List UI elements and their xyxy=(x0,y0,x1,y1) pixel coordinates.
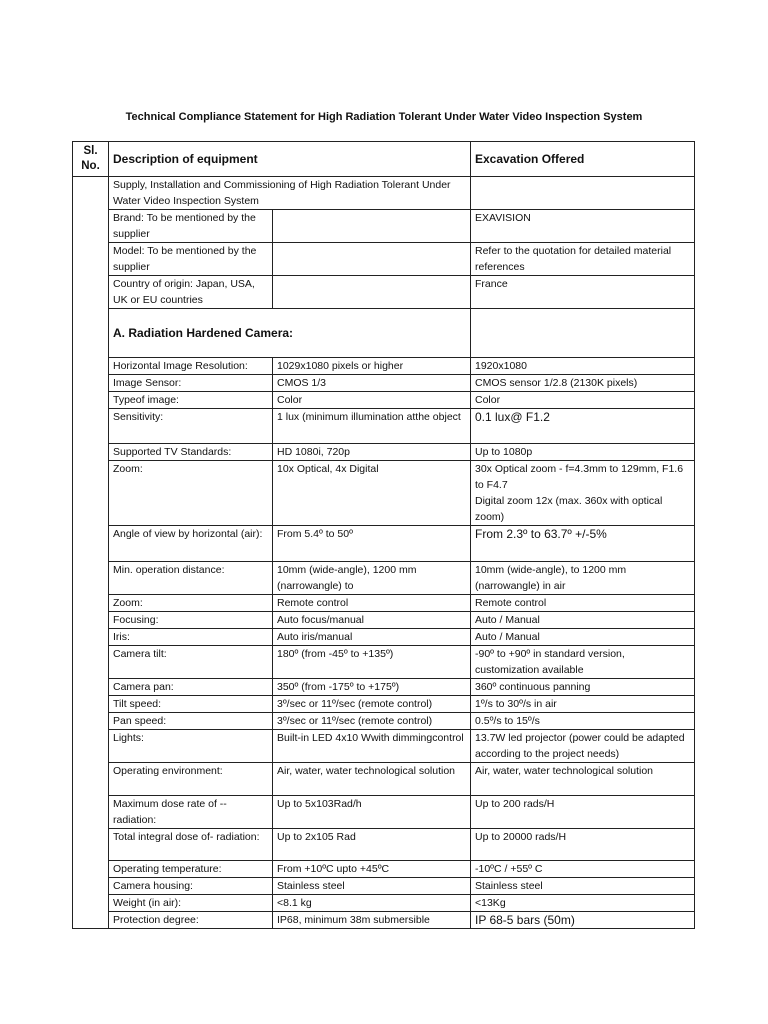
offered-cell: -10ºC / +55º C xyxy=(471,861,695,878)
table-row xyxy=(73,912,695,929)
table-row xyxy=(73,461,695,526)
spec-cell: 3º/sec or 11º/sec (remote control) xyxy=(273,713,471,730)
table-row xyxy=(73,861,695,878)
table-row xyxy=(73,392,695,409)
desc-cell: Brand: To be mentioned by the supplier xyxy=(109,210,273,243)
offered-cell: 0.5º/s to 15º/s xyxy=(471,713,695,730)
spec-cell: Color xyxy=(273,392,471,409)
spec-cell: IP68, minimum 38m submersible xyxy=(273,912,471,929)
table-row xyxy=(73,409,695,444)
compliance-table xyxy=(72,141,695,929)
offered-cell: IP 68-5 bars (50m) xyxy=(471,912,695,929)
offered-cell: France xyxy=(471,276,695,309)
table-row xyxy=(73,276,695,309)
offered-cell: 360º continuous panning xyxy=(471,679,695,696)
desc-cell: Tilt speed: xyxy=(109,696,273,713)
spec-cell: Up to 2x105 Rad xyxy=(273,829,471,861)
offered-cell: Remote control xyxy=(471,595,695,612)
offered-cell: Auto / Manual xyxy=(471,629,695,646)
spec-cell: 10mm (wide-angle), 1200 mm (narrowangle) to xyxy=(273,562,471,595)
spec-cell xyxy=(273,276,471,309)
spec-cell: 1029x1080 pixels or higher xyxy=(273,358,471,375)
spec-cell: From 5.4º to 50º xyxy=(273,526,471,562)
spec-cell xyxy=(273,210,471,243)
table-row xyxy=(73,526,695,562)
table-header-row xyxy=(73,142,695,177)
header-sl-no: Sl. No. xyxy=(73,142,109,177)
spec-cell: Stainless steel xyxy=(273,878,471,895)
offered-cell: From 2.3º to 63.7º +/-5% xyxy=(471,526,695,562)
spec-cell: 180º (from -45º to +135º) xyxy=(273,646,471,679)
table-row xyxy=(73,375,695,392)
spec-cell: CMOS 1/3 xyxy=(273,375,471,392)
spec-cell xyxy=(273,243,471,276)
desc-cell: Typeof image: xyxy=(109,392,273,409)
spec-cell: Remote control xyxy=(273,595,471,612)
offered-cell: 13.7W led projector (power could be adapted according to the project needs) xyxy=(471,730,695,763)
section-row xyxy=(73,309,695,358)
spec-cell: Auto iris/manual xyxy=(273,629,471,646)
desc-cell: Supported TV Standards: xyxy=(109,444,273,461)
offered-cell: CMOS sensor 1/2.8 (2130K pixels) xyxy=(471,375,695,392)
desc-cell: Camera pan: xyxy=(109,679,273,696)
table-row xyxy=(73,243,695,276)
offered-cell: 1º/s to 30º/s in air xyxy=(471,696,695,713)
desc-cell: Min. operation distance: xyxy=(109,562,273,595)
spec-cell: Up to 5x103Rad/h xyxy=(273,796,471,829)
table-row xyxy=(73,895,695,912)
offered-cell: 10mm (wide-angle), to 1200 mm (narrowangle) in air xyxy=(471,562,695,595)
spec-cell: 10x Optical, 4x Digital xyxy=(273,461,471,526)
table-row xyxy=(73,763,695,796)
spec-cell: Air, water, water technological solution xyxy=(273,763,471,796)
table-row xyxy=(73,646,695,679)
desc-cell: Total integral dose of- radiation: xyxy=(109,829,273,861)
desc-cell: Operating environment: xyxy=(109,763,273,796)
sl-no-cell xyxy=(73,177,109,929)
offered-cell: EXAVISION xyxy=(471,210,695,243)
spec-cell: HD 1080i, 720p xyxy=(273,444,471,461)
desc-cell: Operating temperature: xyxy=(109,861,273,878)
table-row xyxy=(73,679,695,696)
table-row xyxy=(73,595,695,612)
spec-cell: From +10ºC upto +45ºC xyxy=(273,861,471,878)
desc-cell: Zoom: xyxy=(109,595,273,612)
offered-cell: Up to 1080p xyxy=(471,444,695,461)
header-description: Description of equipment xyxy=(109,142,471,177)
desc-cell: Protection degree: xyxy=(109,912,273,929)
section-title: A. Radiation Hardened Camera: xyxy=(109,309,471,358)
table-row xyxy=(73,878,695,895)
offered-cell: 30x Optical zoom - f=4.3mm to 129mm, F1.6 to F4.7 Digital zoom 12x (max. 360x with optical zoom) xyxy=(471,461,695,526)
spec-cell: <8.1 kg xyxy=(273,895,471,912)
spec-cell: Built-in LED 4x10 Wwith dimmingcontrol xyxy=(273,730,471,763)
offered-cell: Stainless steel xyxy=(471,878,695,895)
offered-cell: <13Kg xyxy=(471,895,695,912)
desc-cell: Camera tilt: xyxy=(109,646,273,679)
desc-cell: Weight (in air): xyxy=(109,895,273,912)
offered-cell xyxy=(471,177,695,210)
spec-cell: 1 lux (minimum illumination atthe object xyxy=(273,409,471,444)
table-row xyxy=(73,829,695,861)
spec-cell: 350º (from -175º to +175º) xyxy=(273,679,471,696)
offered-cell: Refer to the quotation for detailed material references xyxy=(471,243,695,276)
table-row xyxy=(73,713,695,730)
table-row xyxy=(73,730,695,763)
table-row xyxy=(73,444,695,461)
offered-cell: 1920x1080 xyxy=(471,358,695,375)
table-row xyxy=(73,796,695,829)
table-row xyxy=(73,358,695,375)
offered-cell: Color xyxy=(471,392,695,409)
spec-cell: 3º/sec or 11º/sec (remote control) xyxy=(273,696,471,713)
offered-cell: 0.1 lux@ F1.2 xyxy=(471,409,695,444)
desc-cell: Country of origin: Japan, USA, UK or EU countries xyxy=(109,276,273,309)
desc-cell: Iris: xyxy=(109,629,273,646)
document-title: Technical Compliance Statement for High Radiation Tolerant Under Water Video Inspection System xyxy=(125,111,643,123)
header-offered: Excavation Offered xyxy=(471,142,695,177)
offered-cell: Auto / Manual xyxy=(471,612,695,629)
table-row xyxy=(73,629,695,646)
desc-cell: Model: To be mentioned by the supplier xyxy=(109,243,273,276)
offered-cell: Up to 200 rads/H xyxy=(471,796,695,829)
section-offered-cell xyxy=(471,309,695,358)
offered-cell: Air, water, water technological solution xyxy=(471,763,695,796)
desc-cell: Maximum dose rate of -- radiation: xyxy=(109,796,273,829)
offered-cell: -90º to +90º in standard version, customization available xyxy=(471,646,695,679)
desc-cell: Sensitivity: xyxy=(109,409,273,444)
table-row xyxy=(73,210,695,243)
desc-cell: Focusing: xyxy=(109,612,273,629)
spec-cell: Auto focus/manual xyxy=(273,612,471,629)
desc-cell: Horizontal Image Resolution: xyxy=(109,358,273,375)
desc-cell: Pan speed: xyxy=(109,713,273,730)
table-row xyxy=(73,562,695,595)
desc-cell: Supply, Installation and Commissioning of High Radiation Tolerant Under Water Video Inspection System xyxy=(109,177,471,210)
offered-cell: Up to 20000 rads/H xyxy=(471,829,695,861)
desc-cell: Angle of view by horizontal (air): xyxy=(109,526,273,562)
desc-cell: Image Sensor: xyxy=(109,375,273,392)
desc-cell: Camera housing: xyxy=(109,878,273,895)
table-row xyxy=(73,696,695,713)
table-row xyxy=(73,177,695,210)
table-row xyxy=(73,612,695,629)
desc-cell: Zoom: xyxy=(109,461,273,526)
desc-cell: Lights: xyxy=(109,730,273,763)
